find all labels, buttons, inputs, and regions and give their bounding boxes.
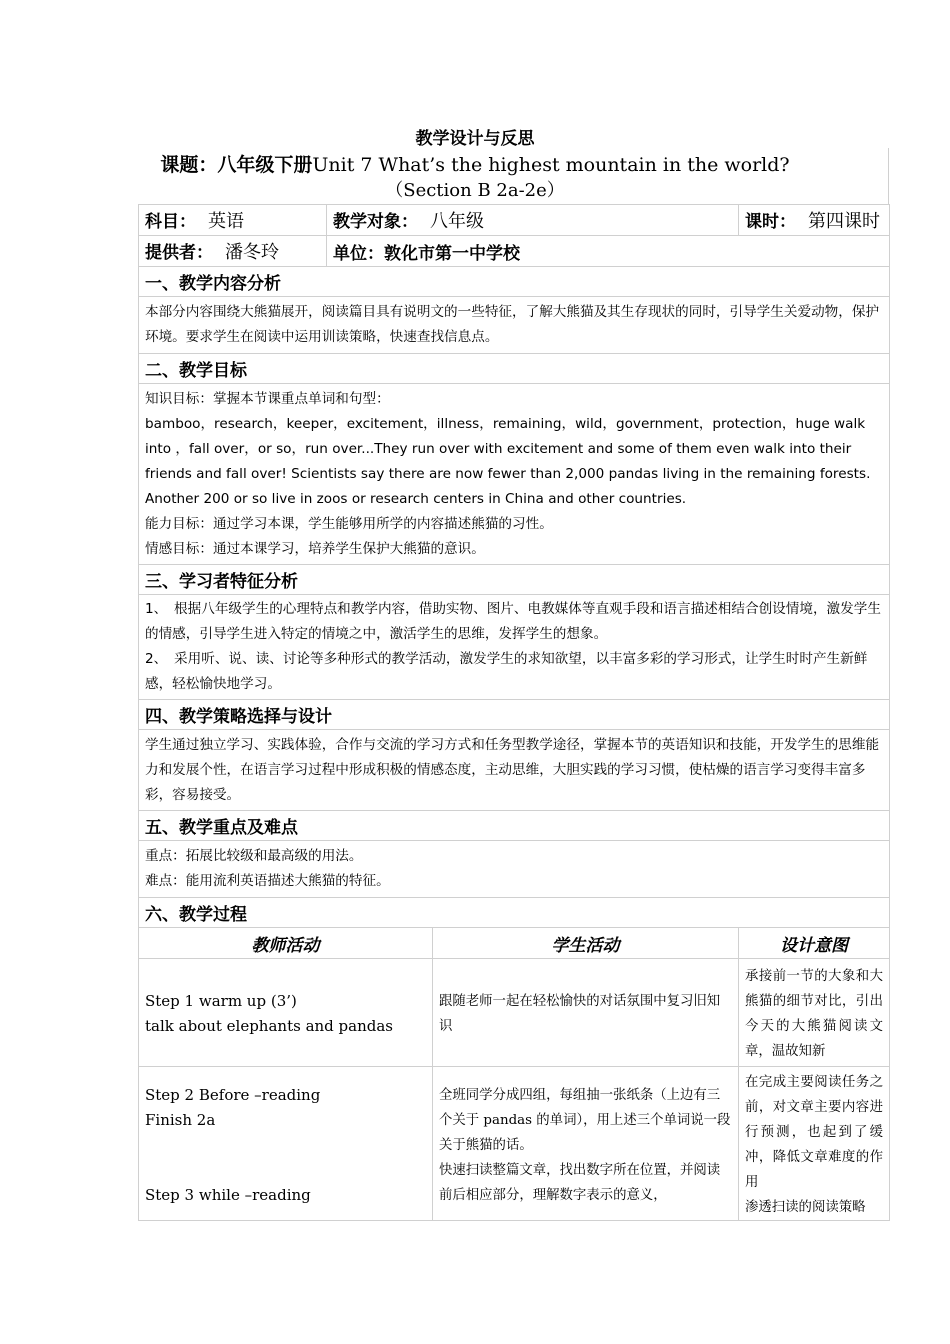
objectives-row (139, 384, 890, 565)
audience-cell (327, 205, 739, 236)
info-row-1 (139, 205, 890, 236)
design-intent-text: 渗透扫读的阅读策略 (745, 1200, 866, 1215)
section-heading: 六、教学过程 (139, 898, 890, 928)
student-activity-text: 快速扫读整篇文章，找出数字所在位置，并阅读前后相应部分，理解数字表示的意义， (439, 1162, 721, 1203)
key-points-row (139, 841, 890, 898)
subject-cell (139, 205, 327, 236)
design-intent-text: 在完成主要阅读任务之前，对文章主要内容进行预测，也起到了缓冲，降低文章难度的作用 (745, 1075, 883, 1190)
key-point: 重点：拓展比较级和最高级的用法。 (145, 848, 363, 864)
section-heading-key-points (139, 811, 890, 841)
col-student-activity: 学生活动 (433, 928, 739, 959)
teacher-activity-cell (139, 1067, 433, 1221)
teacher-step-detail: Finish 2a (145, 1110, 216, 1129)
period-cell (739, 205, 890, 236)
col-design-intent: 设计意图 (739, 928, 890, 959)
subject-value: 英语 (208, 211, 244, 232)
student-activity-cell (433, 1067, 739, 1221)
learners-item-1: 1、 根据八年级学生的心理特点和教学内容，借助实物、图片、电教媒体等直观手段和语言描述相结合创设情境，激发学生的情感，引导学生进入特定的情境之中，激活学生的思维，发挥学生的想象。 (145, 601, 881, 642)
course-section: （Section B 2a-2e） (385, 180, 565, 201)
learners-body (139, 595, 890, 700)
student-activity-text: 跟随老师一起在轻松愉快的对话氛围中复习旧知识 (439, 994, 721, 1034)
section-heading-process (139, 898, 890, 928)
learners-item-2: 2、 采用听、说、读、讨论等多种形式的教学活动，激发学生的求知欲望，以丰富多彩的学习形式，让学生时时产生新鲜感，轻松愉快地学习。 (145, 651, 868, 692)
col-teacher-activity: 教师活动 (139, 928, 433, 959)
subject-label: 科目： (145, 212, 196, 232)
student-activity-cell (433, 959, 739, 1067)
emotion-goal: 情感目标：通过本课学习，培养学生保护大熊猫的意识。 (145, 540, 485, 557)
design-intent-text: 承接前一节的大象和大熊猫的细节对比，引出今天的大熊猫阅读文章，温故知新 (745, 969, 883, 1059)
course-unit-title: Unit 7 What’s the highest mountain in the world? (312, 154, 790, 176)
strategy-row (139, 730, 890, 811)
teacher-activity-cell (139, 959, 433, 1067)
section-heading-objectives (139, 354, 890, 384)
key-points-body (139, 841, 890, 898)
provider-label: 提供者： (145, 243, 213, 263)
period-label: 课时： (745, 212, 796, 232)
process-row (139, 959, 890, 1067)
provider-cell (139, 236, 327, 267)
info-row-2 (139, 236, 890, 267)
content-analysis-body (139, 297, 890, 354)
section-heading-strategy (139, 700, 890, 730)
section-heading: 二、教学目标 (139, 354, 890, 384)
content-analysis-row (139, 297, 890, 354)
provider-value: 潘冬玲 (225, 242, 279, 263)
design-intent-cell (739, 1067, 890, 1221)
process-row (139, 1067, 890, 1221)
section-heading-content-analysis (139, 267, 890, 297)
section-heading: 三、学习者特征分析 (139, 565, 890, 595)
teacher-step: Step 1 warm up (3’) (145, 992, 297, 1010)
knowledge-goal-intro: 知识目标：掌握本节课重点单词和句型： (145, 390, 390, 407)
section-heading: 一、教学内容分析 (139, 267, 890, 297)
section-heading-learners (139, 565, 890, 595)
student-activity-text: 全班同学分成四组，每组抽一张纸条（上边有三个关于 pandas 的单词），用上述三个单词说一段关于熊猫的话。 (439, 1087, 731, 1153)
teacher-step-detail: talk about elephants and pandas (145, 1017, 393, 1035)
ability-goal: 能力目标：通过学习本课，学生能够用所学的内容描述熊猫的习性。 (145, 515, 553, 532)
content-analysis-text: 本部分内容围绕大熊猫展开，阅读篇目具有说明文的一些特征，了解大熊猫及其生存现状的同时，引导学生关爱动物，保护环境。要求学生在阅读中运用训读策略，快速查找信息点。 (145, 304, 880, 345)
header-border (888, 148, 889, 204)
strategy-body (139, 730, 890, 811)
strategy-text: 学生通过独立学习、实践体验，合作与交流的学习方式和任务型教学途径，掌握本节的英语知识和技能，开发学生的思维能力和发展个性，在语言学习过程中形成积极的情感态度，主动思维，大胆实践的学习习惯，使枯燥的语言学习变得丰富多彩，容易接受。 (145, 736, 880, 803)
knowledge-goal-words: bamboo，research，keeper，excitement，illness，remaining，wild，government，protection，huge walk into ，fall over，or so，run over...They run over with excitement and some of them even walk into their friends and fall over! Scientists say there are now fewer than 2,000 pandas living in the remaining forests. Another 200 or so live in zoos or research centers in China and other countries. (145, 415, 871, 507)
course-title (0, 150, 950, 177)
difficult-point: 难点：能用流利英语描述大熊猫的特征。 (145, 873, 390, 889)
teacher-step: Step 2 Before –reading (145, 1085, 321, 1104)
lesson-plan-table (138, 204, 890, 1221)
document-title: 教学设计与反思 (415, 129, 535, 149)
objectives-body (139, 384, 890, 565)
teacher-step: Step 3 while –reading (145, 1185, 311, 1204)
period-value: 第四课时 (808, 211, 880, 232)
process-header-row (139, 928, 890, 959)
unit-cell (327, 236, 890, 267)
section-heading: 五、教学重点及难点 (139, 811, 890, 841)
audience-value: 八年级 (430, 211, 484, 232)
design-intent-cell (739, 959, 890, 1067)
course-label: 课题：八年级下册 (160, 154, 313, 176)
audience-label: 教学对象： (333, 212, 418, 232)
unit-label: 单位：敦化市第一中学校 (333, 243, 520, 264)
section-heading: 四、教学策略选择与设计 (139, 700, 890, 730)
learners-row (139, 595, 890, 700)
